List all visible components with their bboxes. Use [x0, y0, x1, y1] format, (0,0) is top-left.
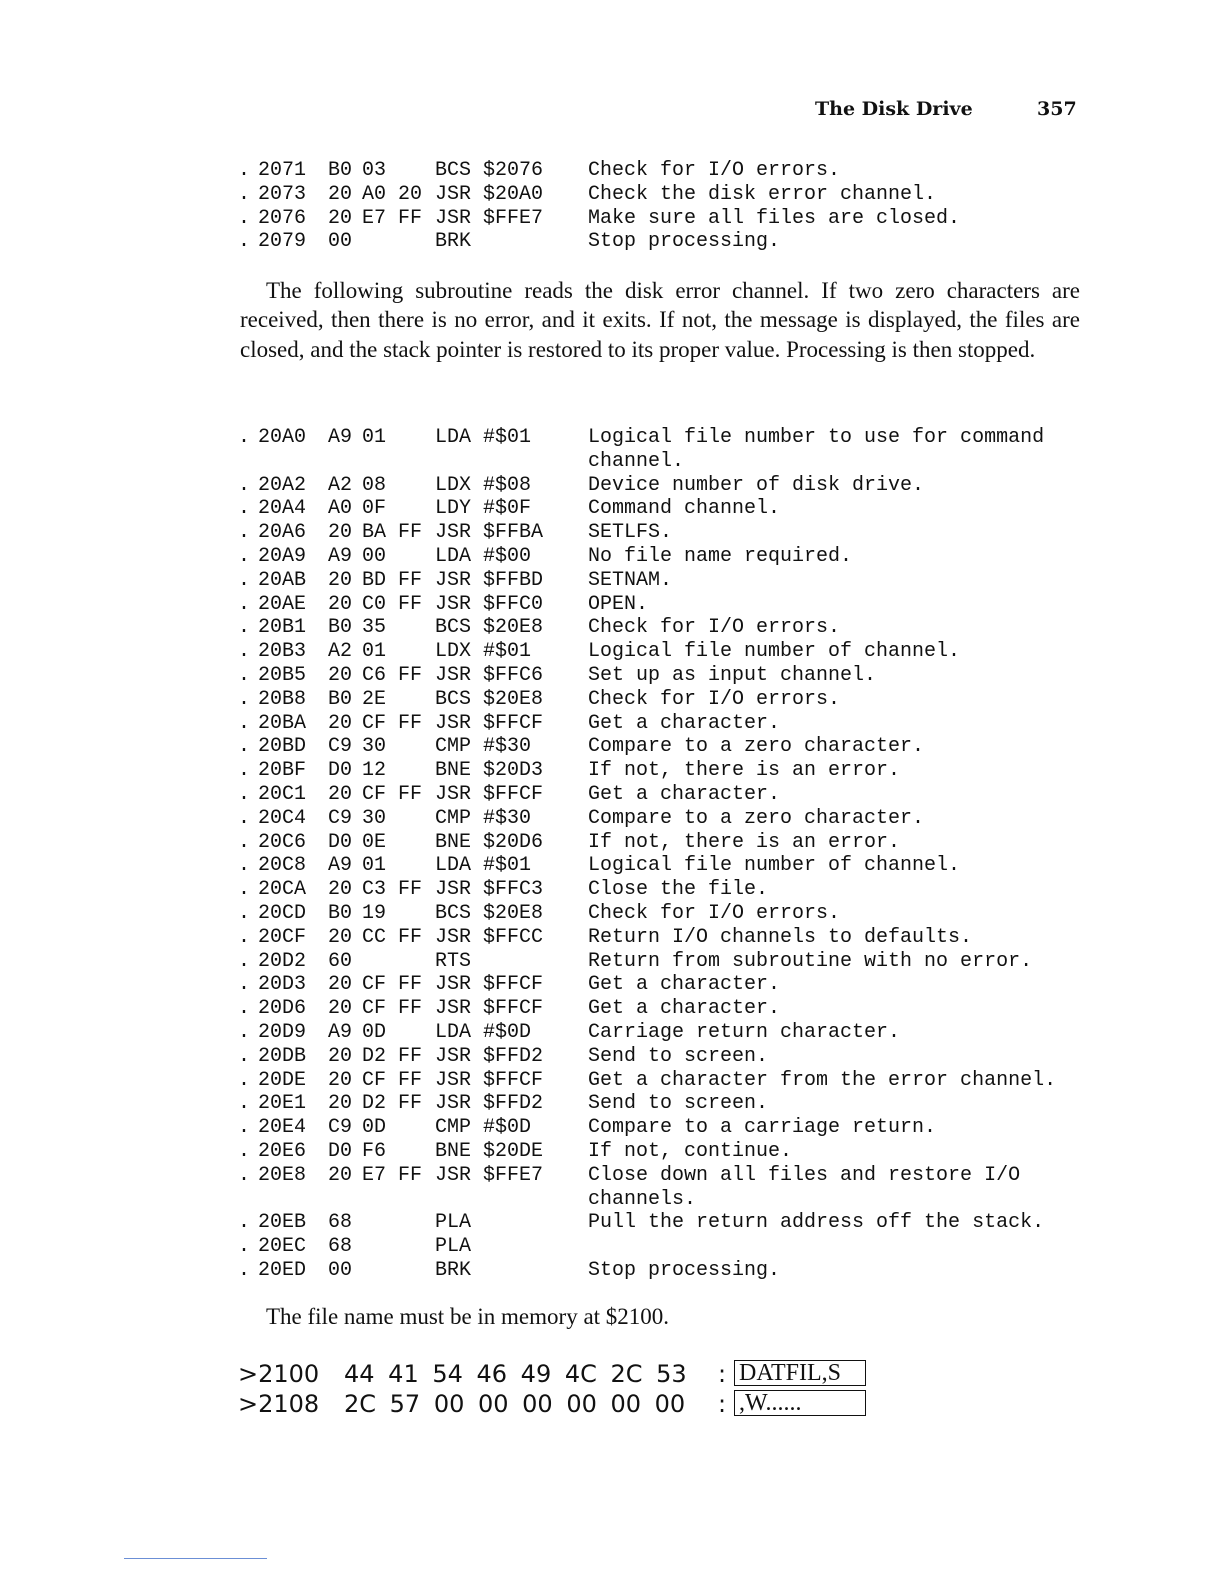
code-comment: Send to screen. — [588, 1044, 769, 1068]
assembly-instruction: LDA #$00 — [435, 544, 532, 568]
operand-byte: FF — [398, 1092, 423, 1116]
code-comment: Carriage return character. — [588, 1020, 901, 1044]
assembly-instruction: JSR $FFCF — [435, 782, 544, 806]
opcode-byte: 20 — [328, 1044, 353, 1068]
operand-byte: 12 — [362, 759, 387, 783]
line-bullet: . — [238, 973, 251, 997]
opcode-byte: A9 — [328, 544, 353, 568]
code-comment: Logical file number of channel. — [588, 854, 961, 878]
opcode-byte: 60 — [328, 949, 353, 973]
opcode-byte: C9 — [328, 806, 353, 830]
line-bullet: . — [238, 592, 251, 616]
opcode-byte: A9 — [328, 854, 353, 878]
code-address: 20E8 — [258, 1163, 307, 1187]
operand-byte: 35 — [362, 616, 387, 640]
code-address: 20DE — [258, 1068, 307, 1092]
code-address: 20CD — [258, 901, 307, 925]
opcode-byte: 20 — [328, 206, 353, 230]
operand-byte: FF — [398, 925, 423, 949]
opcode-byte: 20 — [328, 1163, 353, 1187]
code-address: 20E6 — [258, 1139, 307, 1163]
operand-byte: E7 — [362, 206, 387, 230]
opcode-byte: 20 — [328, 997, 353, 1021]
opcode-byte: A2 — [328, 473, 353, 497]
operand-byte: FF — [398, 1163, 423, 1187]
operand-byte: CF — [362, 782, 387, 806]
opcode-byte: A9 — [328, 1020, 353, 1044]
code-address: 20A2 — [258, 473, 307, 497]
assembly-instruction: JSR $FFC3 — [435, 878, 544, 902]
operand-byte: 20 — [398, 182, 423, 206]
opcode-byte: 20 — [328, 782, 353, 806]
line-bullet: . — [238, 1211, 251, 1235]
code-comment: Logical file number to use for command channel. — [588, 426, 1045, 473]
assembly-instruction: LDX #$01 — [435, 640, 532, 664]
code-address: 20BD — [258, 735, 307, 759]
code-comment: Close the file. — [588, 878, 769, 902]
assembly-instruction: LDA #$01 — [435, 426, 532, 449]
operand-byte: D2 — [362, 1092, 387, 1116]
assembly-instruction: BNE $20D3 — [435, 759, 544, 783]
line-bullet: . — [238, 640, 251, 664]
dump-separator: : — [718, 1390, 727, 1418]
assembly-instruction: BCS $2076 — [435, 159, 544, 182]
assembly-instruction: PLA — [435, 1235, 472, 1259]
operand-byte: CF — [362, 973, 387, 997]
line-bullet: . — [238, 544, 251, 568]
operand-byte: FF — [398, 878, 423, 902]
code-comment: Pull the return address off the stack. — [588, 1211, 1045, 1235]
line-bullet: . — [238, 735, 251, 759]
code-address: 20D3 — [258, 973, 307, 997]
code-address: 20C4 — [258, 806, 307, 830]
code-address: 20E1 — [258, 1092, 307, 1116]
assembly-instruction: LDA #$0D — [435, 1020, 532, 1044]
code-comment: Check for I/O errors. — [588, 616, 841, 640]
code-comment: Send to screen. — [588, 1092, 769, 1116]
code-address: 20CF — [258, 925, 307, 949]
opcode-byte: D0 — [328, 759, 353, 783]
assembly-instruction: JSR $FFE7 — [435, 1163, 544, 1187]
line-bullet: . — [238, 473, 251, 497]
code-comment: If not, continue. — [588, 1139, 793, 1163]
code-comment: Check for I/O errors. — [588, 687, 841, 711]
line-bullet: . — [238, 830, 251, 854]
code-address: 20E4 — [258, 1116, 307, 1140]
code-comment: If not, there is an error. — [588, 759, 901, 783]
operand-byte: 30 — [362, 735, 387, 759]
operand-byte: 0F — [362, 497, 387, 521]
code-address: 2076 — [258, 206, 307, 230]
operand-byte: 0D — [362, 1020, 387, 1044]
operand-byte: FF — [398, 663, 423, 687]
operand-byte: FF — [398, 782, 423, 806]
code-comment: Return I/O channels to defaults. — [588, 925, 973, 949]
line-bullet: . — [238, 997, 251, 1021]
operand-byte: CF — [362, 1068, 387, 1092]
assembly-instruction: LDY #$0F — [435, 497, 532, 521]
code-address: 20C6 — [258, 830, 307, 854]
opcode-byte: B0 — [328, 159, 353, 182]
opcode-byte: A9 — [328, 426, 353, 449]
chapter-title: The Disk Drive — [815, 98, 973, 120]
operand-byte: FF — [398, 711, 423, 735]
code-comment: Check the disk error channel. — [588, 182, 937, 206]
code-comment: Stop processing. — [588, 1258, 781, 1282]
operand-byte: 03 — [362, 159, 387, 182]
assembly-instruction: JSR $FFCC — [435, 925, 544, 949]
operand-byte: CF — [362, 711, 387, 735]
assembly-instruction: BNE $20DE — [435, 1139, 544, 1163]
line-bullet: . — [238, 782, 251, 806]
code-comment: Stop processing. — [588, 230, 781, 254]
assembly-instruction: PLA — [435, 1211, 472, 1235]
opcode-byte: 20 — [328, 925, 353, 949]
code-comment: If not, there is an error. — [588, 830, 901, 854]
assembly-instruction: JSR $FFE7 — [435, 206, 544, 230]
line-bullet: . — [238, 568, 251, 592]
line-bullet: . — [238, 426, 251, 449]
dump-address: >2100 — [238, 1360, 320, 1388]
line-bullet: . — [238, 1235, 251, 1259]
body-paragraph-1: The following subroutine reads the disk error channel. If two zero characters are received, then there is no error, and it exits. If not, the message is displayed, the files are closed, and the stack pointer is restored to its proper value. Processing is then stopped. — [240, 278, 1080, 362]
opcode-byte: 68 — [328, 1235, 353, 1259]
assembly-instruction: BNE $20D6 — [435, 830, 544, 854]
line-bullet: . — [238, 497, 251, 521]
opcode-byte: B0 — [328, 687, 353, 711]
operand-byte: BA — [362, 521, 387, 545]
operand-byte: FF — [398, 997, 423, 1021]
line-bullet: . — [238, 1092, 251, 1116]
line-bullet: . — [238, 854, 251, 878]
opcode-byte: 20 — [328, 521, 353, 545]
code-address: 20D6 — [258, 997, 307, 1021]
code-comment: No file name required. — [588, 544, 853, 568]
assembly-instruction: JSR $FFD2 — [435, 1092, 544, 1116]
operand-byte: 01 — [362, 854, 387, 878]
assembly-instruction: BCS $20E8 — [435, 901, 544, 925]
opcode-byte: 20 — [328, 973, 353, 997]
opcode-byte: 20 — [328, 1068, 353, 1092]
opcode-byte: 20 — [328, 568, 353, 592]
line-bullet: . — [238, 521, 251, 545]
opcode-byte: A2 — [328, 640, 353, 664]
code-address: 20B8 — [258, 687, 307, 711]
assembly-instruction: JSR $FFCF — [435, 711, 544, 735]
operand-byte: 30 — [362, 806, 387, 830]
code-address: 20ED — [258, 1258, 307, 1282]
code-address: 20B3 — [258, 640, 307, 664]
opcode-byte: 20 — [328, 711, 353, 735]
code-comment: Logical file number of channel. — [588, 640, 961, 664]
line-bullet: . — [238, 206, 251, 230]
line-bullet: . — [238, 1044, 251, 1068]
code-comment: Compare to a carriage return. — [588, 1116, 937, 1140]
line-bullet: . — [238, 949, 251, 973]
assembly-instruction: BRK — [435, 1258, 472, 1282]
code-comment: OPEN. — [588, 592, 649, 616]
line-bullet: . — [238, 1116, 251, 1140]
line-bullet: . — [238, 230, 251, 254]
code-address: 20D2 — [258, 949, 307, 973]
code-comment: Make sure all files are closed. — [588, 206, 961, 230]
code-address: 20BA — [258, 711, 307, 735]
line-bullet: . — [238, 1020, 251, 1044]
code-address: 20C8 — [258, 854, 307, 878]
code-comment: Get a character. — [588, 973, 781, 997]
line-bullet: . — [238, 182, 251, 206]
operand-byte: C3 — [362, 878, 387, 902]
code-comment: Device number of disk drive. — [588, 473, 925, 497]
line-bullet: . — [238, 1163, 251, 1187]
assembly-instruction: BRK — [435, 230, 472, 254]
operand-byte: BD — [362, 568, 387, 592]
code-comment: Return from subroutine with no error. — [588, 949, 1033, 973]
assembly-instruction: BCS $20E8 — [435, 687, 544, 711]
assembly-instruction: JSR $20A0 — [435, 182, 544, 206]
code-comment: SETNAM. — [588, 568, 673, 592]
assembly-instruction: LDA #$01 — [435, 854, 532, 878]
code-comment: Command channel. — [588, 497, 781, 521]
code-address: 2073 — [258, 182, 307, 206]
code-comment: Get a character. — [588, 782, 781, 806]
line-bullet: . — [238, 806, 251, 830]
code-comment: Check for I/O errors. — [588, 901, 841, 925]
code-address: 20A9 — [258, 544, 307, 568]
operand-byte: 0D — [362, 1116, 387, 1140]
operand-byte: C0 — [362, 592, 387, 616]
operand-byte: E7 — [362, 1163, 387, 1187]
line-bullet: . — [238, 1068, 251, 1092]
opcode-byte: 20 — [328, 182, 353, 206]
operand-byte: A0 — [362, 182, 387, 206]
code-address: 20D9 — [258, 1020, 307, 1044]
dump-address: >2108 — [238, 1390, 320, 1418]
assembly-instruction: CMP #$0D — [435, 1116, 532, 1140]
opcode-byte: 68 — [328, 1211, 353, 1235]
operand-byte: 08 — [362, 473, 387, 497]
code-address: 20AB — [258, 568, 307, 592]
opcode-byte: 20 — [328, 878, 353, 902]
code-address: 20B1 — [258, 616, 307, 640]
operand-byte: CF — [362, 997, 387, 1021]
operand-byte: CC — [362, 925, 387, 949]
opcode-byte: 20 — [328, 663, 353, 687]
code-address: 2079 — [258, 230, 307, 254]
opcode-byte: 20 — [328, 1092, 353, 1116]
operand-byte: FF — [398, 973, 423, 997]
code-comment: Get a character. — [588, 711, 781, 735]
code-address: 20A4 — [258, 497, 307, 521]
assembly-instruction: LDX #$08 — [435, 473, 532, 497]
code-address: 20EB — [258, 1211, 307, 1235]
dump-separator: : — [718, 1360, 727, 1388]
code-address: 20EC — [258, 1235, 307, 1259]
assembly-instruction: JSR $FFC6 — [435, 663, 544, 687]
code-address: 20CA — [258, 878, 307, 902]
assembly-instruction: JSR $FFCF — [435, 997, 544, 1021]
operand-byte: 01 — [362, 426, 387, 449]
code-address: 20B5 — [258, 663, 307, 687]
operand-byte: FF — [398, 206, 423, 230]
opcode-byte: D0 — [328, 1139, 353, 1163]
dump-hex-bytes: 44 41 54 46 49 4C 2C 53 — [344, 1360, 687, 1388]
assembly-instruction: BCS $20E8 — [435, 616, 544, 640]
operand-byte: 0E — [362, 830, 387, 854]
dump-ascii-box: ,W...... — [734, 1390, 866, 1416]
line-bullet: . — [238, 159, 251, 182]
code-comment: Set up as input channel. — [588, 663, 877, 687]
opcode-byte: 00 — [328, 1258, 353, 1282]
assembly-instruction: JSR $FFBD — [435, 568, 544, 592]
line-bullet: . — [238, 1139, 251, 1163]
opcode-byte: B0 — [328, 616, 353, 640]
footnote-rule — [124, 1558, 267, 1559]
assembly-instruction: CMP #$30 — [435, 806, 532, 830]
code-address: 20C1 — [258, 782, 307, 806]
dump-hex-bytes: 2C 57 00 00 00 00 00 00 — [344, 1390, 686, 1418]
line-bullet: . — [238, 901, 251, 925]
assembly-instruction: JSR $FFD2 — [435, 1044, 544, 1068]
assembly-instruction: JSR $FFCF — [435, 1068, 544, 1092]
opcode-byte: C9 — [328, 735, 353, 759]
assembly-instruction: CMP #$30 — [435, 735, 532, 759]
code-comment: Get a character from the error channel. — [588, 1068, 1057, 1092]
opcode-byte: A0 — [328, 497, 353, 521]
assembly-instruction: JSR $FFC0 — [435, 592, 544, 616]
opcode-byte: C9 — [328, 1116, 353, 1140]
assembly-instruction: JSR $FFCF — [435, 973, 544, 997]
operand-byte: FF — [398, 568, 423, 592]
opcode-byte: 00 — [328, 230, 353, 254]
code-comment: Compare to a zero character. — [588, 735, 925, 759]
body-paragraph-2: The file name must be in memory at $2100. — [266, 1304, 670, 1329]
code-address: 20BF — [258, 759, 307, 783]
code-comment: Get a character. — [588, 997, 781, 1021]
operand-byte: FF — [398, 1044, 423, 1068]
code-address: 20DB — [258, 1044, 307, 1068]
line-bullet: . — [238, 663, 251, 687]
code-address: 20A0 — [258, 426, 307, 449]
line-bullet: . — [238, 878, 251, 902]
operand-byte: C6 — [362, 663, 387, 687]
opcode-byte: D0 — [328, 830, 353, 854]
operand-byte: 2E — [362, 687, 387, 711]
code-address: 20A6 — [258, 521, 307, 545]
code-comment: SETLFS. — [588, 521, 673, 545]
line-bullet: . — [238, 711, 251, 735]
code-address: 2071 — [258, 159, 307, 182]
assembly-instruction: RTS — [435, 949, 472, 973]
code-comment: Close down all files and restore I/O channels. — [588, 1163, 1021, 1211]
code-comment: Check for I/O errors. — [588, 159, 841, 182]
operand-byte: FF — [398, 592, 423, 616]
code-address: 20AE — [258, 592, 307, 616]
operand-byte: D2 — [362, 1044, 387, 1068]
operand-byte: FF — [398, 521, 423, 545]
operand-byte: 01 — [362, 640, 387, 664]
operand-byte: 19 — [362, 901, 387, 925]
line-bullet: . — [238, 616, 251, 640]
opcode-byte: 20 — [328, 592, 353, 616]
operand-byte: 00 — [362, 544, 387, 568]
page-number: 357 — [1037, 98, 1077, 120]
line-bullet: . — [238, 1258, 251, 1282]
dump-ascii-box: DATFIL,S — [734, 1360, 866, 1386]
assembly-instruction: JSR $FFBA — [435, 521, 544, 545]
line-bullet: . — [238, 925, 251, 949]
operand-byte: FF — [398, 1068, 423, 1092]
opcode-byte: B0 — [328, 901, 353, 925]
code-comment: Compare to a zero character. — [588, 806, 925, 830]
operand-byte: F6 — [362, 1139, 387, 1163]
line-bullet: . — [238, 759, 251, 783]
line-bullet: . — [238, 687, 251, 711]
